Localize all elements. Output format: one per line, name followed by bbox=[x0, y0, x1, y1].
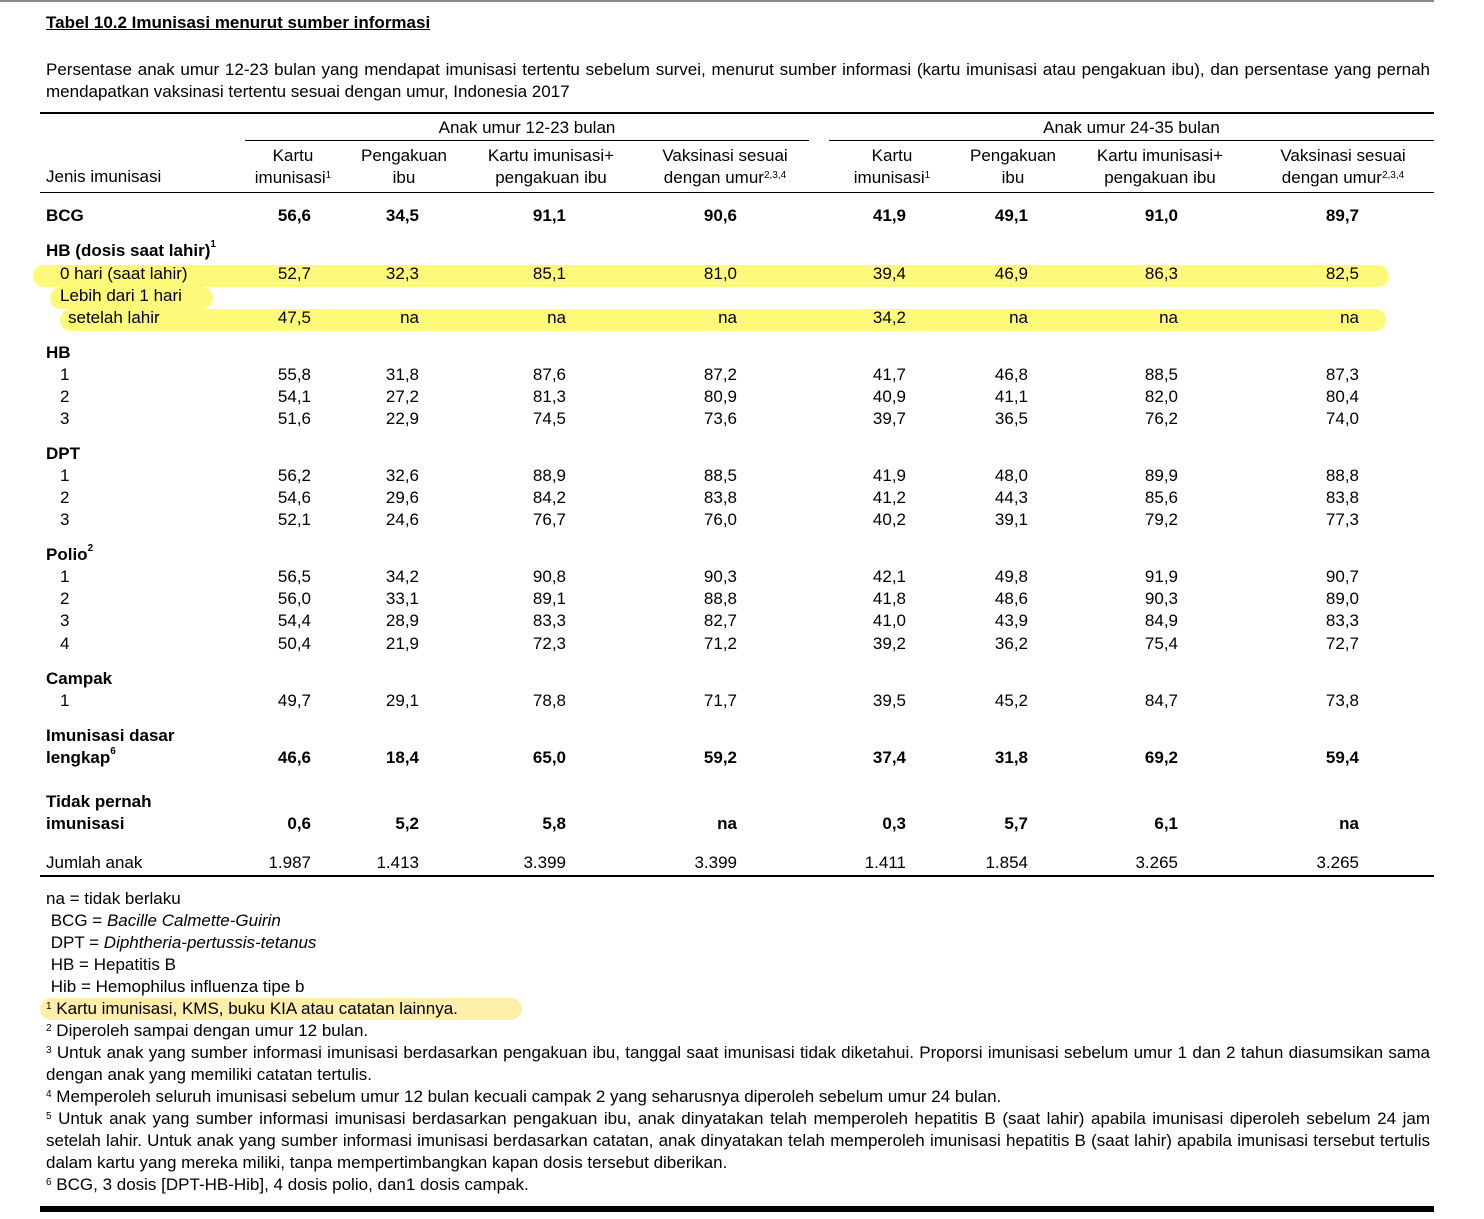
table-cell: 41,9 bbox=[872, 466, 906, 485]
table-cell: 31,8 bbox=[994, 748, 1028, 767]
table-cell: 54,6 bbox=[277, 488, 311, 507]
table-cell: 89,0 bbox=[1325, 589, 1359, 608]
table-cell: 84,2 bbox=[532, 488, 566, 507]
row-label: 1 bbox=[60, 466, 70, 485]
column-header-line2: pengakuan ibu bbox=[495, 168, 607, 187]
table-cell: 39,1 bbox=[994, 510, 1028, 529]
table-cell: 77,3 bbox=[1325, 510, 1359, 529]
table-cell: 5,8 bbox=[542, 814, 566, 833]
column-header-line2: ibu bbox=[392, 168, 416, 187]
table-cell: 71,7 bbox=[703, 691, 737, 710]
table-cell: 82,7 bbox=[703, 611, 737, 630]
table-cell: 86,3 bbox=[1144, 264, 1178, 283]
table-cell: 76,2 bbox=[1144, 409, 1178, 428]
table-cell: 18,4 bbox=[385, 748, 419, 767]
table-cell: na bbox=[717, 814, 737, 833]
table-cell: 40,9 bbox=[872, 387, 906, 406]
row-label: 1 bbox=[60, 691, 70, 710]
table-cell: 40,2 bbox=[872, 510, 906, 529]
row-label: 1 bbox=[60, 365, 70, 384]
table-cell: 41,8 bbox=[872, 589, 906, 608]
table-cell: 87,2 bbox=[703, 365, 737, 384]
table-cell: 80,4 bbox=[1325, 387, 1359, 406]
footnote-ref: 1 bbox=[924, 170, 931, 181]
row-label: 3 bbox=[60, 611, 70, 630]
row-label: Lebih dari 1 hari bbox=[60, 286, 182, 305]
footnote-number: 2 bbox=[46, 1023, 52, 1034]
table-title: Tabel 10.2 Imunisasi menurut sumber informasi bbox=[46, 13, 431, 32]
abbreviation-note: HB = Hepatitis B bbox=[46, 955, 176, 974]
table-cell: 59,4 bbox=[1325, 748, 1359, 767]
table-cell: 6,1 bbox=[1154, 814, 1178, 833]
table-cell: 29,6 bbox=[385, 488, 419, 507]
table-cell: 39,7 bbox=[872, 409, 906, 428]
table-cell: 39,2 bbox=[872, 634, 906, 653]
column-header-line1: Kartu bbox=[871, 146, 913, 165]
table-cell: 90,3 bbox=[1144, 589, 1178, 608]
row-label: imunisasi bbox=[46, 814, 125, 833]
table-cell: 72,7 bbox=[1325, 634, 1359, 653]
table-cell: 36,2 bbox=[994, 634, 1028, 653]
table-cell: 5,7 bbox=[1004, 814, 1028, 833]
row-label: 0 hari (saat lahir) bbox=[60, 264, 188, 283]
table-cell: 83,8 bbox=[1325, 488, 1359, 507]
table-cell: 3.265 bbox=[1316, 853, 1359, 872]
table-cell: 82,5 bbox=[1325, 264, 1359, 283]
table-cell: na bbox=[1339, 814, 1359, 833]
table-cell: 32,3 bbox=[385, 264, 419, 283]
footnote-ref: 1 bbox=[325, 170, 332, 181]
table-cell: 39,5 bbox=[872, 691, 906, 710]
table-cell: 75,4 bbox=[1144, 634, 1178, 653]
footnote: $^4$ Memperoleh seluruh imunisasi sebelum umur 12 bulan kecuali campak 2 yang seharusnya diperoleh sebelum umur 24 bulan. bbox=[46, 1087, 1002, 1106]
table-cell: 88,5 bbox=[703, 466, 737, 485]
table-cell: 81,3 bbox=[532, 387, 566, 406]
footnote: $^5$ Untuk anak yang sumber informasi imunisasi berdasarkan pengakuan ibu, anak dinyatakan telah memperoleh hepatitis B (saat lahir) apabila imunisasi diperoleh sebelum 24 jam setelah lahir. Untuk anak yang sumber informasi imunisasi berdasarkan catatan, anak dinyatakan telah memperoleh imunisasi hepatitis B (saat lahir) apabila imunisasi tersebut tertulis dalam kartu yang mereka miliki, tanpa mempertimbangkan kapan dosis tersebut diberikan. bbox=[46, 1109, 1430, 1172]
column-header-line2: pengakuan ibu bbox=[1104, 168, 1216, 187]
column-header-line1: Pengakuan bbox=[969, 146, 1057, 165]
table-notes bbox=[46, 888, 1430, 1196]
row-label: 3 bbox=[60, 409, 70, 428]
column-header-line2: imunisasi$^1$ bbox=[254, 168, 332, 187]
row-label: Jumlah anak bbox=[46, 853, 143, 872]
table-cell: 72,3 bbox=[532, 634, 566, 653]
footnote-number: 4 bbox=[46, 1089, 52, 1100]
row-section-label: Tidak pernah bbox=[46, 792, 152, 811]
table-cell: 50,4 bbox=[277, 634, 311, 653]
table-cell: 91,1 bbox=[532, 206, 566, 225]
table-cell: 41,7 bbox=[872, 365, 906, 384]
table-cell: 83,8 bbox=[703, 488, 737, 507]
row-section-label: HB bbox=[46, 343, 71, 362]
table-cell: 88,8 bbox=[1325, 466, 1359, 485]
table-cell: 49,1 bbox=[994, 206, 1028, 225]
table-cell: 90,6 bbox=[703, 206, 737, 225]
column-header bbox=[635, 145, 815, 189]
row-label: 2 bbox=[60, 488, 70, 507]
table-cell: 1.413 bbox=[376, 853, 419, 872]
table-cell: 85,1 bbox=[532, 264, 566, 283]
table-cell: 31,8 bbox=[385, 365, 419, 384]
table-cell: 28,9 bbox=[385, 611, 419, 630]
table-cell: na bbox=[1340, 308, 1359, 327]
table-cell: 45,2 bbox=[994, 691, 1028, 710]
table-cell: na bbox=[1009, 308, 1028, 327]
group-1-rule bbox=[245, 140, 809, 141]
column-header bbox=[1253, 145, 1433, 189]
table-cell: na bbox=[718, 308, 737, 327]
bottom-border-line bbox=[40, 1206, 1434, 1212]
table-cell: 43,9 bbox=[994, 611, 1028, 630]
table-cell: 52,7 bbox=[277, 264, 311, 283]
table-cell: 24,6 bbox=[385, 510, 419, 529]
table-cell: 89,9 bbox=[1144, 466, 1178, 485]
column-header bbox=[1070, 145, 1250, 189]
table-cell: 89,7 bbox=[1325, 206, 1359, 225]
table-cell: 56,6 bbox=[277, 206, 311, 225]
footnote: $^2$ Diperoleh sampai dengan umur 12 bulan. bbox=[46, 1021, 369, 1040]
table-cell: 51,6 bbox=[277, 409, 311, 428]
table-cell: 52,1 bbox=[277, 510, 311, 529]
table-cell: 65,0 bbox=[532, 748, 566, 767]
table-cell: 54,1 bbox=[277, 387, 311, 406]
table-top-rule bbox=[40, 112, 1434, 114]
abbreviation-note: Hib = Hemophilus influenza tipe b bbox=[46, 977, 305, 996]
footnote-number: 6 bbox=[46, 1177, 52, 1188]
table-cell: 3.265 bbox=[1135, 853, 1178, 872]
row-header-label: Jenis imunisasi bbox=[46, 167, 162, 186]
table-cell: 56,2 bbox=[277, 466, 311, 485]
table-cell: 76,0 bbox=[703, 510, 737, 529]
table-cell: 5,2 bbox=[395, 814, 419, 833]
table-cell: 76,7 bbox=[532, 510, 566, 529]
table-cell: 44,3 bbox=[994, 488, 1028, 507]
table-cell: 3.399 bbox=[694, 853, 737, 872]
table-cell: 85,6 bbox=[1144, 488, 1178, 507]
column-header-line1: Pengakuan bbox=[360, 146, 448, 165]
footnote-ref: 6 bbox=[110, 746, 116, 757]
table-cell: 1.411 bbox=[864, 853, 906, 872]
column-header-line1: Kartu bbox=[272, 146, 314, 165]
table-cell: 33,1 bbox=[385, 589, 419, 608]
footnote: $^6$ BCG, 3 dosis [DPT-HB-Hib], 4 dosis polio, dan1 dosis campak. bbox=[46, 1175, 529, 1194]
table-cell: 46,6 bbox=[277, 748, 311, 767]
table-cell: 36,5 bbox=[994, 409, 1028, 428]
table-cell: 49,8 bbox=[994, 567, 1028, 586]
row-label: 2 bbox=[60, 589, 70, 608]
table-cell: 37,4 bbox=[872, 748, 906, 767]
table-cell: 78,8 bbox=[532, 691, 566, 710]
row-section-label: Polio$^2$ bbox=[46, 543, 94, 564]
table-cell: 27,2 bbox=[385, 387, 419, 406]
abbreviation-note: BCG = Bacille Calmette-Guirin bbox=[46, 911, 281, 930]
table-cell: 41,1 bbox=[994, 387, 1028, 406]
table-cell: 22,9 bbox=[385, 409, 419, 428]
table-cell: 59,2 bbox=[703, 748, 737, 767]
row-label: 2 bbox=[60, 387, 70, 406]
table-cell: 69,2 bbox=[1144, 748, 1178, 767]
table-cell: 34,5 bbox=[385, 206, 419, 225]
row-section-label: HB (dosis saat lahir)$^1$ bbox=[46, 239, 216, 260]
table-cell: 41,9 bbox=[872, 206, 906, 225]
table-cell: 91,9 bbox=[1144, 567, 1178, 586]
group-header: Anak umur 24-35 bulan bbox=[1043, 118, 1220, 137]
table-cell: 71,2 bbox=[703, 634, 737, 653]
table-cell: na bbox=[1159, 308, 1178, 327]
table-cell: 21,9 bbox=[385, 634, 419, 653]
row-label: BCG bbox=[46, 206, 84, 225]
row-section-label: DPT bbox=[46, 444, 80, 463]
table-cell: 73,8 bbox=[1325, 691, 1359, 710]
column-header-line2: dengan umur$^{2,3,4}$ bbox=[663, 168, 787, 187]
table-cell: 0,3 bbox=[882, 814, 906, 833]
group-header: Anak umur 12-23 bulan bbox=[438, 118, 616, 137]
footnote-ref: 2,3,4 bbox=[1381, 170, 1405, 181]
column-header-line1: Vaksinasi sesuai bbox=[662, 146, 788, 165]
table-cell: 80,9 bbox=[703, 387, 737, 406]
table-cell: 73,6 bbox=[703, 409, 737, 428]
row-label: setelah lahir bbox=[68, 308, 160, 327]
footnote-ref: 1 bbox=[210, 239, 216, 250]
table-cell: 56,5 bbox=[277, 567, 311, 586]
table-cell: 29,1 bbox=[385, 691, 419, 710]
table-cell: 87,6 bbox=[532, 365, 566, 384]
group-2-rule bbox=[829, 140, 1434, 141]
abbreviation-note: na = tidak berlaku bbox=[46, 889, 181, 908]
column-header-line1: Kartu imunisasi+ bbox=[487, 146, 615, 165]
table-cell: 55,8 bbox=[277, 365, 311, 384]
row-section-label: Imunisasi dasar bbox=[46, 726, 175, 745]
row-label: 3 bbox=[60, 510, 70, 529]
table-cell: na bbox=[400, 308, 419, 327]
table-cell: 88,5 bbox=[1144, 365, 1178, 384]
column-header-line2: imunisasi$^1$ bbox=[853, 168, 931, 187]
abbreviation-note: DPT = Diphtheria-pertussis-tetanus bbox=[46, 933, 317, 952]
table-cell: 42,1 bbox=[872, 567, 906, 586]
table-cell: 1.854 bbox=[985, 853, 1028, 872]
table-cell: 41,0 bbox=[872, 611, 906, 630]
table-cell: 84,9 bbox=[1144, 611, 1178, 630]
top-border-line bbox=[0, 0, 1434, 2]
footnote: $^3$ Untuk anak yang sumber informasi imunisasi berdasarkan pengakuan ibu, tanggal saat imunisasi tidak diketahui. Proporsi imunisasi sebelum umur 1 dan 2 tahun diasumsikan sama dengan anak yang memiliki catatan tertulis. bbox=[46, 1043, 1430, 1084]
table-cell: 83,3 bbox=[1325, 611, 1359, 630]
column-header-line1: Vaksinasi sesuai bbox=[1280, 146, 1406, 165]
table-cell: 34,2 bbox=[872, 308, 906, 327]
table-cell: 91,0 bbox=[1144, 206, 1178, 225]
table-cell: 34,2 bbox=[385, 567, 419, 586]
footnote-number: 1 bbox=[46, 1001, 52, 1012]
footnote-ref: 2 bbox=[87, 543, 94, 554]
table-cell: 1.987 bbox=[268, 853, 311, 872]
table-cell: 89,1 bbox=[532, 589, 566, 608]
table-cell: 74,0 bbox=[1325, 409, 1359, 428]
table-cell: 48,0 bbox=[994, 466, 1028, 485]
row-label: 1 bbox=[60, 567, 70, 586]
footnote-ref: 2,3,4 bbox=[763, 170, 787, 181]
table-cell: 84,7 bbox=[1144, 691, 1178, 710]
footnote-number: 3 bbox=[46, 1045, 52, 1056]
table-cell: 46,8 bbox=[994, 365, 1028, 384]
table-cell: 81,0 bbox=[703, 264, 737, 283]
table-cell: 46,9 bbox=[994, 264, 1028, 283]
table-cell: 47,5 bbox=[277, 308, 311, 327]
table-cell: na bbox=[547, 308, 566, 327]
table-description: Persentase anak umur 12-23 bulan yang mendapat imunisasi tertentu sebelum survei, menurut sumber informasi (kartu imunisasi atau pengakuan ibu), dan persentase yang pernah mendapatkan vaksinasi tertentu sesuai dengan umur, Indonesia 2017 bbox=[46, 60, 1430, 101]
row-section-label: Campak bbox=[46, 669, 113, 688]
table-cell: 0,6 bbox=[287, 814, 311, 833]
table-cell: 83,3 bbox=[532, 611, 566, 630]
row-label: lengkap$^6$ bbox=[46, 746, 116, 767]
table-cell: 56,0 bbox=[277, 589, 311, 608]
column-header-line1: Kartu imunisasi+ bbox=[1096, 146, 1224, 165]
column-header-line2: ibu bbox=[1001, 168, 1025, 187]
table-bottom-rule bbox=[40, 875, 1434, 877]
table-cell: 39,4 bbox=[872, 264, 906, 283]
table-cell: 88,8 bbox=[703, 589, 737, 608]
footnote-number: 5 bbox=[46, 1111, 52, 1122]
table-cell: 3.399 bbox=[523, 853, 566, 872]
table-cell: 48,6 bbox=[994, 589, 1028, 608]
table-cell: 79,2 bbox=[1144, 510, 1178, 529]
row-label: 4 bbox=[60, 634, 70, 653]
table-cell: 90,3 bbox=[703, 567, 737, 586]
table-cell: 82,0 bbox=[1144, 387, 1178, 406]
table-cell: 90,7 bbox=[1325, 567, 1359, 586]
table-cell: 32,6 bbox=[385, 466, 419, 485]
table-cell: 54,4 bbox=[277, 611, 311, 630]
table-cell: 74,5 bbox=[532, 409, 566, 428]
table-cell: 41,2 bbox=[872, 488, 906, 507]
footnote: $^1$ Kartu imunisasi, KMS, buku KIA atau catatan lainnya. bbox=[46, 998, 1430, 1020]
table-cell: 90,8 bbox=[532, 567, 566, 586]
column-header-line2: dengan umur$^{2,3,4}$ bbox=[1281, 168, 1405, 187]
table-cell: 88,9 bbox=[532, 466, 566, 485]
header-bottom-rule bbox=[40, 192, 1434, 193]
column-header bbox=[461, 145, 641, 189]
table-cell: 49,7 bbox=[277, 691, 311, 710]
table-cell: 87,3 bbox=[1325, 365, 1359, 384]
